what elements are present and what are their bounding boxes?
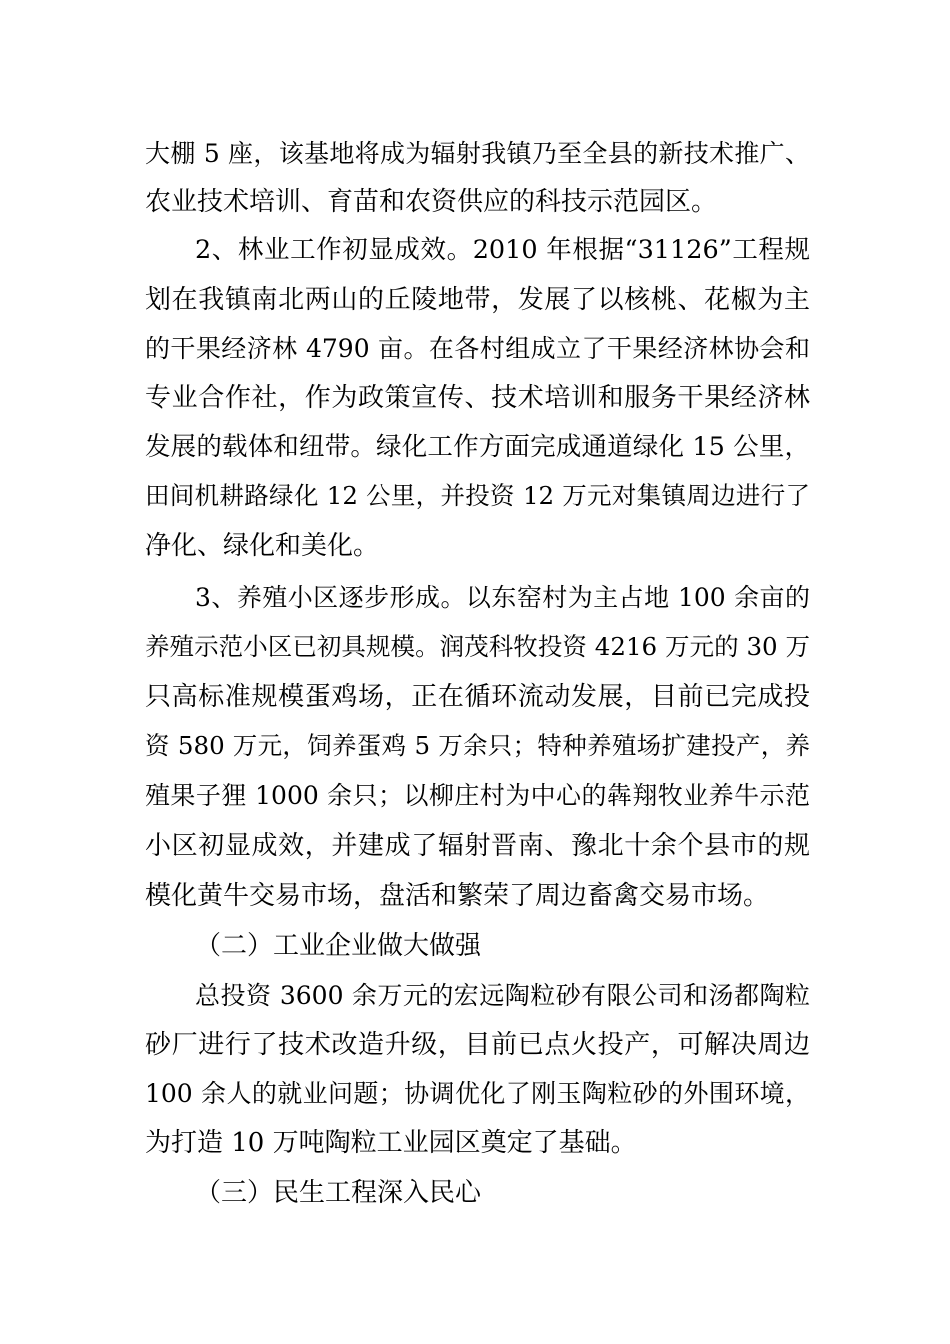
text-line: 3、养殖小区逐步形成。以东窑村为主占地 100 余亩的 [195,583,810,612]
text-line: 农业技术培训、育苗和农资供应的科技示范园区。 [145,187,718,217]
text-line: 只高标准规模蛋鸡场，正在循环流动发展，目前已完成投 [145,682,810,712]
text-line: 总投资 3600 余万元的宏远陶粒砂有限公司和汤都陶粒 [195,981,810,1010]
text-line: 资 580 万元，饲养蛋鸡 5 万余只；特种养殖场扩建投产，养 [145,731,810,760]
text-line: 殖果子狸 1000 余只；以柳庄村为中心的犇翔牧业养牛示范 [145,781,810,810]
text-line: 田间机耕路绿化 12 公里，并投资 12 万元对集镇周边进行了 [145,481,810,510]
text-line: 砂厂进行了技术改造升级，目前已点火投产，可解决周边 [145,1030,810,1060]
text-line: 为打造 10 万吨陶粒工业园区奠定了基础。 [145,1128,637,1158]
text-line: 的干果经济林 4790 亩。在各村组成立了干果经济林协会和 [145,334,810,363]
text-line: 模化黄牛交易市场，盘活和繁荣了周边畜禽交易市场。 [145,881,770,911]
text-line: 大棚 5 座，该基地将成为辐射我镇乃至全县的新技术推广、 [145,139,810,168]
text-line: 养殖示范小区已初具规模。润茂科牧投资 4216 万元的 30 万 [145,632,810,661]
text-line: 专业合作社，作为政策宣传、技术培训和服务干果经济林 [145,383,810,413]
section-heading: （三）民生工程深入民心 [195,1178,482,1208]
text-line: 划在我镇南北两山的丘陵地带，发展了以核桃、花椒为主 [145,285,810,315]
text-line: 100 余人的就业问题；协调优化了刚玉陶粒砂的外围环境， [145,1079,810,1108]
text-line: 小区初显成效，并建成了辐射晋南、豫北十余个县市的规 [145,831,810,861]
text-line: 发展的载体和纽带。绿化工作方面完成通道绿化 15 公里， [145,432,810,462]
text-line: 净化、绿化和美化。 [145,531,380,561]
text-line: 2、林业工作初显成效。2010 年根据“31126”工程规 [195,235,810,265]
section-heading: （二）工业企业做大做强 [195,931,482,961]
